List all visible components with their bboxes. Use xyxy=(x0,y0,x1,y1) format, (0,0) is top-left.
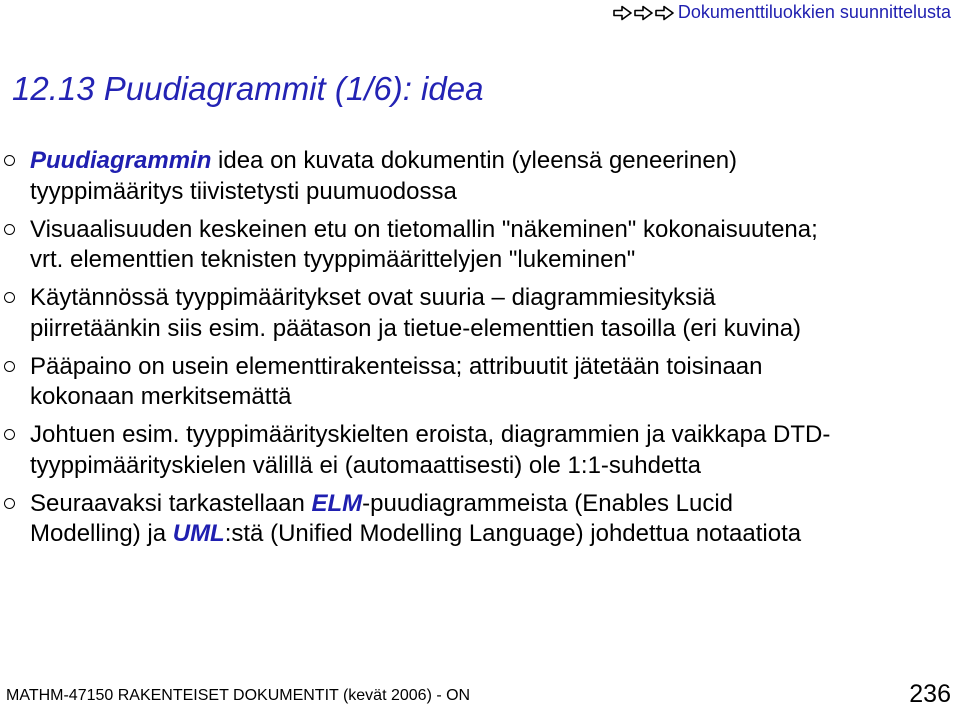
bullet-icon xyxy=(4,429,15,440)
arrow-group xyxy=(613,5,674,21)
bullet-text: tyyppimääritys tiivistetysti puumuodossa xyxy=(30,177,457,205)
bullet-text: Pääpaino on usein elementtirakenteissa; attribuutit jätetään toisinaan xyxy=(30,352,763,380)
bullet-text: kokonaan merkitsemättä xyxy=(30,383,292,410)
term-puudiagrammin: Puudiagrammin xyxy=(30,147,212,174)
bullet-text: -puudiagrammeista (Enables Lucid xyxy=(362,489,734,517)
bullet-item xyxy=(0,215,959,276)
bullet-item xyxy=(0,352,959,413)
bullet-text: Seuraavaksi tarkastellaan xyxy=(30,489,312,517)
slide-title: 12.13 Puudiagrammit (1/6): idea xyxy=(12,70,484,107)
bullet-text: tyyppimäärityskielen välillä ei (automaattisesti) ole 1:1-suhdetta xyxy=(30,451,701,479)
bullet-item xyxy=(0,489,959,550)
header-text: Dokumenttiluokkien suunnittelusta xyxy=(677,2,951,22)
bullet-item xyxy=(0,146,959,207)
bullet-text: Modelling) ja xyxy=(30,520,173,547)
bullet-item xyxy=(0,420,959,481)
bullet-icon xyxy=(4,155,15,166)
header-breadcrumb xyxy=(613,2,951,23)
arrow-right-icon xyxy=(655,5,674,21)
bullet-text: :stä (Unified Modelling Language) johdettua notaatiota xyxy=(224,520,802,547)
bullet-item xyxy=(0,283,959,344)
bullet-text: Visuaalisuuden keskeinen etu on tietomallin "näkeminen" kokonaisuutena; xyxy=(30,215,818,243)
bullet-text: vrt. elementtien teknisten tyyppimäärittelyjen "lukeminen" xyxy=(30,246,636,273)
term-elm: ELM xyxy=(311,489,363,517)
bullet-icon xyxy=(4,224,15,235)
bullet-text: piirretäänkin siis esim. päätason ja tietue-elementtien tasoilla (eri kuvina) xyxy=(30,314,802,342)
bullet-text: idea on kuvata dokumentin (yleensä geneerinen) xyxy=(211,147,738,174)
arrow-right-icon xyxy=(613,5,632,21)
footer-course: MATHM-47150 RAKENTEISET DOKUMENTIT (kevät 2006) - ON xyxy=(6,687,471,704)
page-number: 236 xyxy=(909,680,951,708)
bullet-icon xyxy=(4,292,15,303)
bullet-icon xyxy=(4,361,15,372)
bullet-text: Käytännössä tyyppimääritykset ovat suuria – diagrammiesityksiä xyxy=(30,284,716,311)
term-uml: UML xyxy=(172,520,225,547)
arrow-right-icon xyxy=(634,5,653,21)
bullet-text: Johtuen esim. tyyppimäärityskielten eroista, diagrammien ja vaikkapa DTD- xyxy=(30,421,831,448)
bullet-icon xyxy=(4,498,15,509)
bullet-list xyxy=(0,146,959,557)
